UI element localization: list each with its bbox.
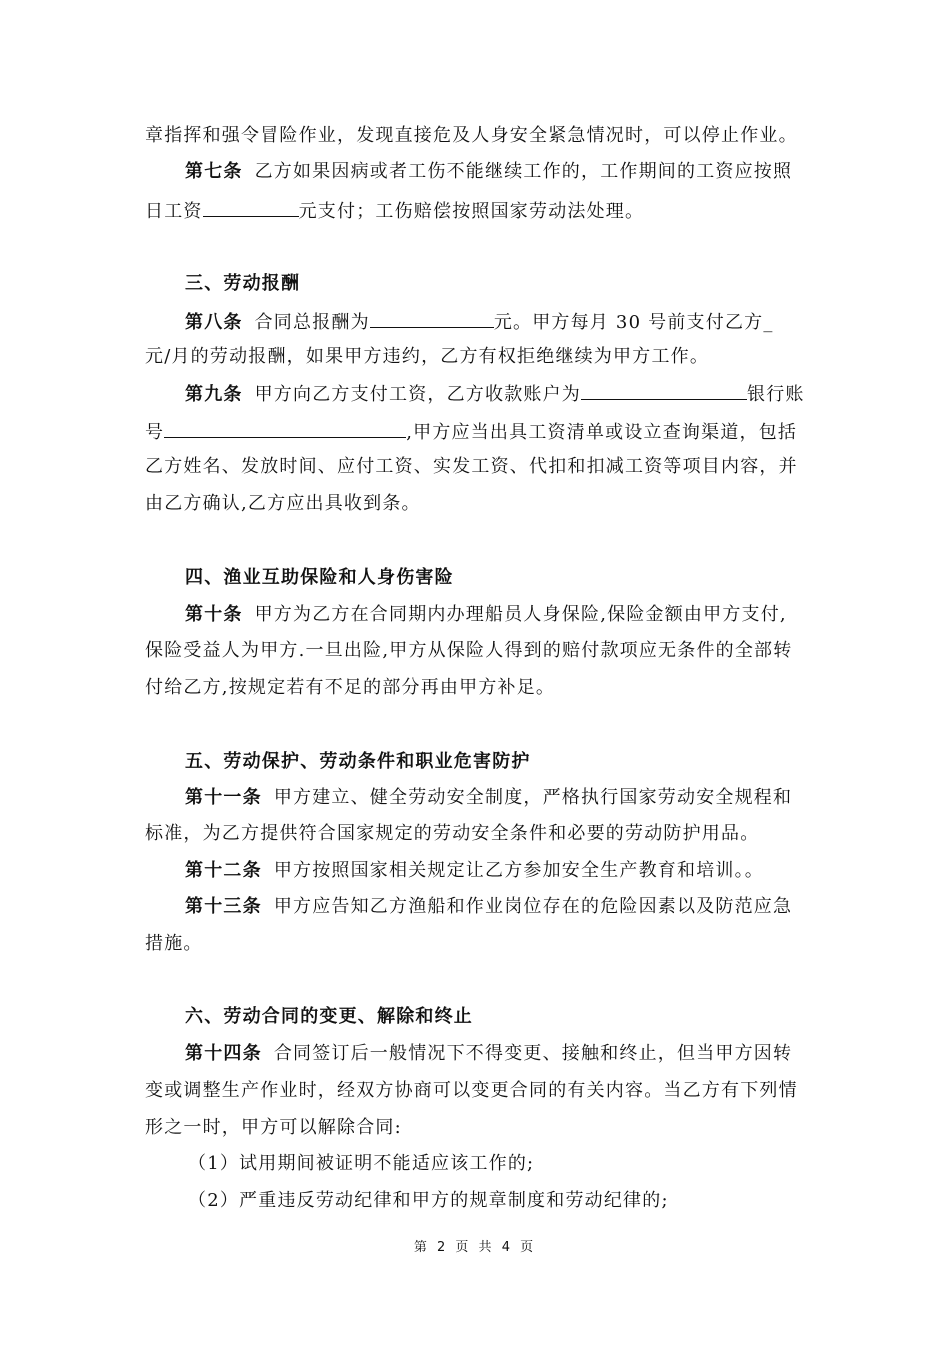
article-12-label: 第十二条 [185,860,262,881]
article-9-line-2 [145,419,810,445]
article-14-label: 第十四条 [185,1043,262,1064]
article-7-line-1 [185,160,810,184]
article-9-text-a: 甲方向乙方支付工资，乙方收款账户为 [254,384,582,405]
article-8-text-a: 合同总报酬为 [254,312,370,333]
article-7-line-2 [145,198,810,224]
article-7-label: 第七条 [185,161,243,182]
article-8-label: 第八条 [185,312,243,333]
article-10-text: 甲方为乙方在合同期内办理船员人身保险,保险金额由甲方支付, [254,604,787,625]
article-12-text: 甲方按照国家相关规定让乙方参加安全生产教育和培训。。 [273,860,765,881]
article-11-line-2: 标准，为乙方提供符合国家规定的劳动安全条件和必要的劳动防护用品。 [145,823,760,844]
article-8-text-b: 元。甲方每月 30 号前支付乙方_ [493,312,774,333]
article-7-text-a: 日工资 [145,201,203,222]
article-9-label: 第九条 [185,384,243,405]
section-5-heading: 五、劳动保护、劳动条件和职业危害防护 [185,751,531,772]
article-10-line-1 [185,603,810,627]
fill-blank-bank [581,381,747,400]
article-12-line-1 [185,859,810,883]
article-10-line-3: 付给乙方,按规定若有不足的部分再由甲方补足。 [145,677,556,698]
section-3-heading: 三、劳动报酬 [185,273,301,294]
fill-blank-account-number [164,419,406,438]
article-9-text-c: 号 [145,422,165,443]
page-footer: 第 2 页 共 4 页 [413,1240,537,1255]
article-13-label: 第十三条 [185,896,262,917]
article-8-line-1 [185,309,810,335]
section-6-heading: 六、劳动合同的变更、解除和终止 [185,1006,473,1027]
article-13-line-1 [185,895,810,919]
article-11-text: 甲方建立、健全劳动安全制度，严格执行国家劳动安全规程和 [273,787,793,808]
article-11-label: 第十一条 [185,787,262,808]
article-7-text-b: 元支付；工伤赔偿按照国家劳动法处理。 [298,201,645,222]
paragraph-line: 章指挥和强令冒险作业，发现直接危及人身安全紧急情况时，可以停止作业。 [145,125,798,146]
article-8-line-2: 元/月的劳动报酬，如果甲方违约，乙方有权拒绝继续为甲方工作。 [145,346,710,367]
list-item: （2）严重违反劳动纪律和甲方的规章制度和劳动纪律的; [188,1190,669,1211]
article-14-text: 合同签订后一般情况下不得变更、接触和终止，但当甲方因转 [273,1043,793,1064]
article-14-line-1 [185,1042,810,1066]
article-11-line-1 [185,786,810,810]
article-9-text-d: ,甲方应当出具工资清单或设立查询渠道，包括 [406,422,798,443]
article-9-line-1 [185,381,810,407]
article-10-line-2: 保险受益人为甲方.一旦出险,甲方从保险人得到的赔付款项应无条件的全部转 [145,640,793,661]
article-14-line-3: 形之一时，甲方可以解除合同: [145,1117,402,1138]
section-4-heading: 四、渔业互助保险和人身伤害险 [185,567,454,588]
article-9-text-b: 银行账 [747,384,805,405]
fill-blank-total-pay [370,309,494,328]
fill-blank-daily-wage [203,198,299,217]
article-10-label: 第十条 [185,604,243,625]
article-7-text: 乙方如果因病或者工伤不能继续工作的，工作期间的工资应按照 [254,161,793,182]
article-13-text: 甲方应告知乙方渔船和作业岗位存在的危险因素以及防范应急 [273,896,793,917]
list-item: （1）试用期间被证明不能适应该工作的; [188,1153,535,1174]
article-13-line-2: 措施。 [145,933,203,954]
article-14-line-2: 变或调整生产作业时，经双方协商可以变更合同的有关内容。当乙方有下列情 [145,1080,798,1101]
article-9-line-3: 乙方姓名、发放时间、应付工资、实发工资、代扣和扣减工资等项目内容，并 [145,456,798,477]
article-9-line-4: 由乙方确认,乙方应出具收到条。 [145,493,421,514]
